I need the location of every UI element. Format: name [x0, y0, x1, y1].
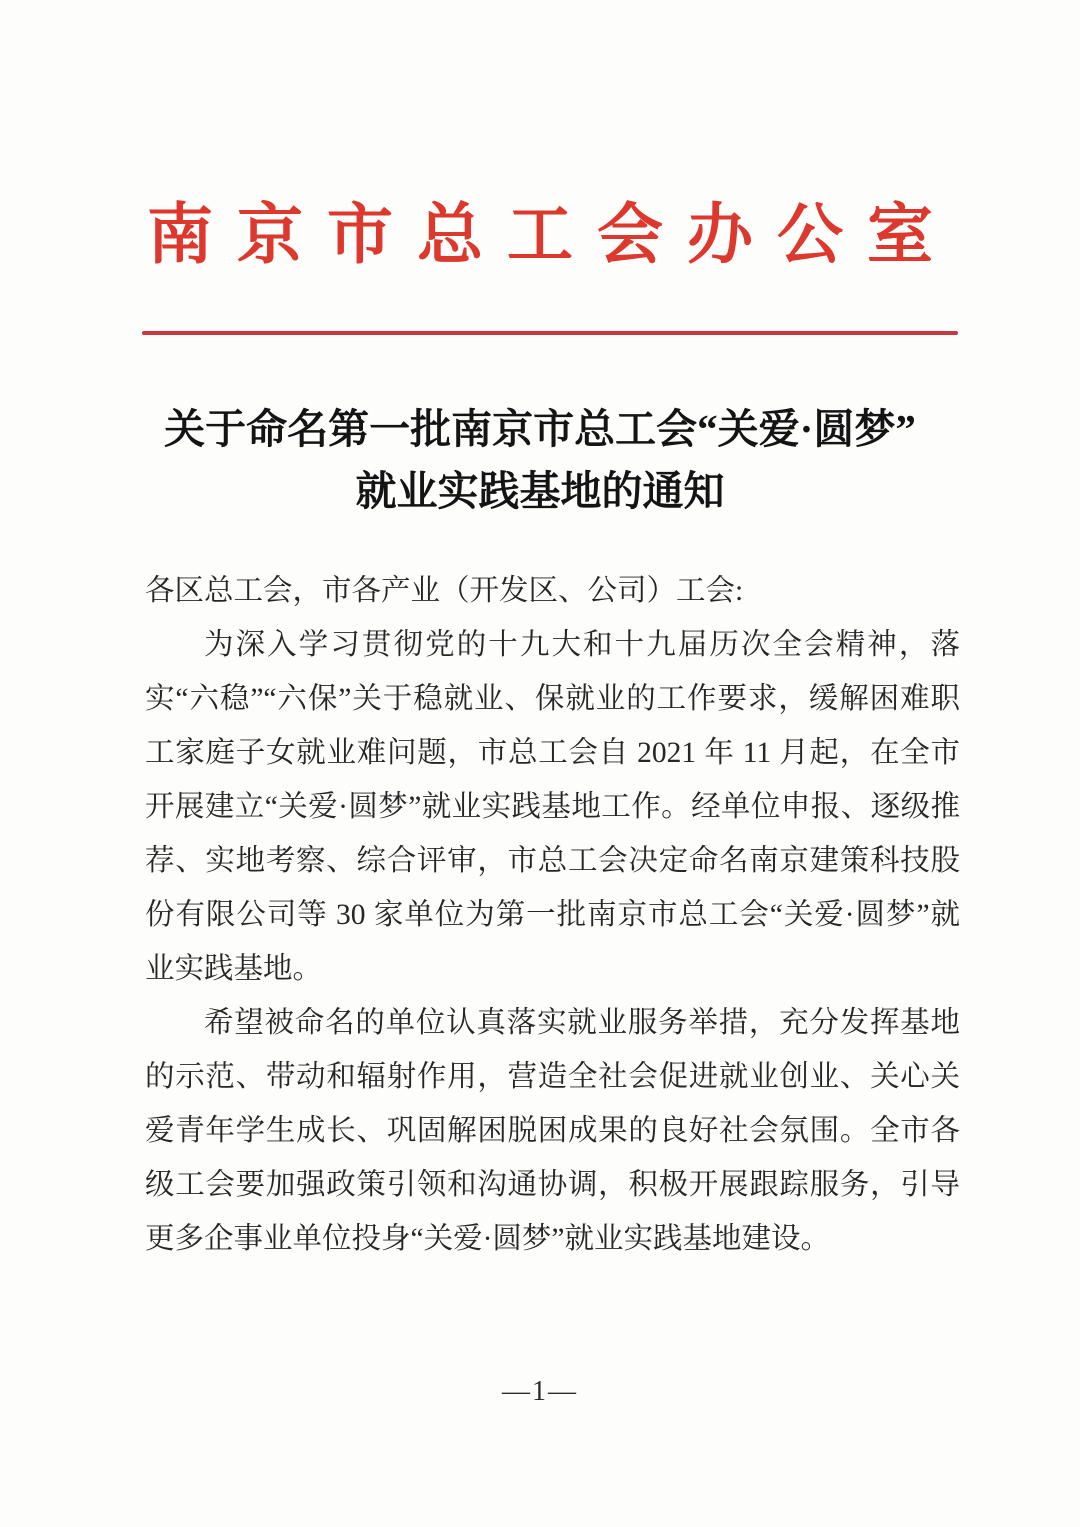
body-paragraph-2: 希望被命名的单位认真落实就业服务举措，充分发挥基地的示范、带动和辐射作用，营造全社会促进就业创业、关心关爱青年学生成长、巩固解困脱困成果的良好社会氛围。全市各级工会要加强政策引领和沟通协调，积极开展跟踪服务，引导更多企事业单位投身“关爱·圆梦”就业实践基地建设。 [145, 1007, 960, 1255]
document-title-line1: 关于命名第一批南京市总工会“关爱·圆梦” [164, 406, 916, 452]
salutation: 各区总工会，市各产业（开发区、公司）工会: [145, 575, 744, 607]
document-title-line2: 就业实践基地的通知 [355, 468, 725, 514]
document-title [60, 398, 1020, 522]
document-body [145, 564, 960, 1266]
page-number: —1— [502, 1376, 578, 1407]
letterhead-title: 南京市总工会办公室 [147, 199, 957, 272]
red-divider-line [142, 331, 958, 335]
body-paragraph-1: 为深入学习贯彻党的十九大和十九届历次全会精神，落实“六稳”“六保”关于稳就业、保就业的工作要求，缓解困难职工家庭子女就业难问题，市总工会自 2021 年 11 月起，在全市开展建立“关爱·圆梦”就业实践基地工作。经单位申报、逐级推荐、实地考察、综合评审，市总工会决定命名南京建策科技股份有限公司等 30 家单位为第一批南京市总工会“关爱·圆梦”就业实践基地。 [145, 629, 960, 985]
